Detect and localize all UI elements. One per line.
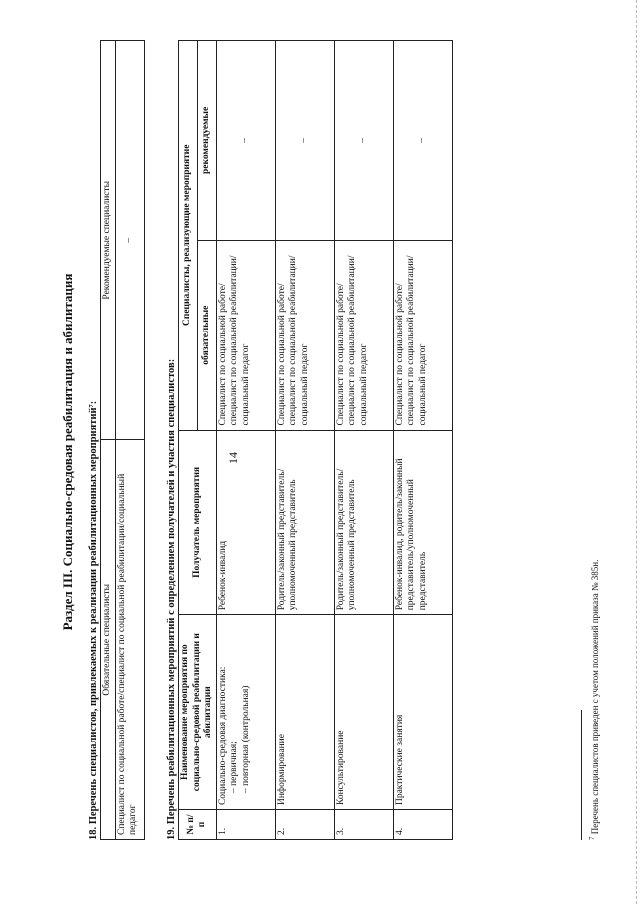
- scan-edge-line: [636, 0, 637, 904]
- table-row: [393, 41, 452, 840]
- table-row: [275, 41, 334, 840]
- footnote-separator: [581, 710, 582, 840]
- measures-table-header: [179, 41, 198, 840]
- recommended-specialists-cell: –: [115, 41, 144, 441]
- row-number: 1.: [216, 810, 275, 840]
- recommended-cell: –: [334, 41, 393, 241]
- col-recipient: Получатель мероприятия: [179, 430, 217, 615]
- row-number: 3.: [334, 810, 393, 840]
- col-recommended-specialists: Рекомендуемые специалисты: [101, 41, 116, 441]
- section-19-title: 19. Перечень реабилитационных мероприятий с определением получателей и участия специалистов:: [166, 358, 177, 840]
- required-cell: Специалист по социальной работе/специалист по социальной реабилитации/социальный педагог: [393, 240, 452, 430]
- required-cell: Специалист по социальной работе/специалист по социальной реабилитации/социальный педагог: [216, 240, 275, 430]
- required-specialists-cell: Специалист по социальной работе/специалист по социальной реабилитации/социальный педагог: [115, 440, 144, 840]
- table-row: [216, 41, 275, 840]
- col-specialists: Специалисты, реализующие мероприятие: [179, 41, 198, 431]
- measure-name: Социально-средовая диагностика:: [217, 666, 228, 806]
- row-number: 4.: [393, 810, 452, 840]
- footnote-text: Перечень специалистов приведен с учетом положений приказа № 385н.: [590, 559, 600, 835]
- recipient-cell: Ребенок-инвалид, родитель/законный представитель/уполномоченный представитель: [393, 430, 452, 615]
- recipient-cell: Родитель/законный представитель/уполномоченный представитель: [275, 430, 334, 615]
- col-number: № п/п: [179, 810, 217, 840]
- measure-subitems: [229, 619, 252, 805]
- col-measure-name: Наименование мероприятия по социально-средовой реабилитации и абилитации: [179, 615, 217, 810]
- col-required: обязательные: [197, 240, 216, 430]
- footnote: [588, 560, 600, 840]
- required-cell: Специалист по социальной работе/специалист по социальной реабилитации/социальный педагог: [275, 240, 334, 430]
- measure-name-cell: Практические занятия: [393, 615, 452, 810]
- page-number: 14: [226, 452, 240, 464]
- col-recommended: рекомендуемые: [197, 41, 216, 241]
- required-cell: Специалист по социальной работе/специалист по социальной реабилитации/социальный педагог: [334, 240, 393, 430]
- section-18-title: 18. Перечень специалистов, привлекаемых к реализации реабилитационных мероприятий⁷:: [88, 400, 99, 840]
- recommended-cell: –: [393, 41, 452, 241]
- subitem: – первичная;: [229, 619, 241, 793]
- table-row: [334, 41, 393, 840]
- recipient-cell: Родитель/законный представитель/уполномоченный представитель: [334, 430, 393, 615]
- footnote-mark: 7: [588, 836, 596, 840]
- measures-table: [178, 40, 453, 840]
- specialists-table: [100, 40, 145, 840]
- measure-name-cell: [216, 615, 275, 810]
- recommended-cell: –: [216, 41, 275, 241]
- recipient-cell: Ребенок-инвалид: [216, 430, 275, 615]
- section-heading: Раздел III. Социально-средовая реабилитация и абилитация: [60, 273, 75, 631]
- table-row: [115, 41, 144, 840]
- measure-name-cell: Консультирование: [334, 615, 393, 810]
- measure-name-cell: Информирование: [275, 615, 334, 810]
- row-number: 2.: [275, 810, 334, 840]
- col-required-specialists: Обязательные специалисты: [101, 440, 116, 840]
- subitem: – повторная (контрольная): [241, 619, 253, 793]
- specialists-table-header: [101, 41, 116, 840]
- recommended-cell: –: [275, 41, 334, 241]
